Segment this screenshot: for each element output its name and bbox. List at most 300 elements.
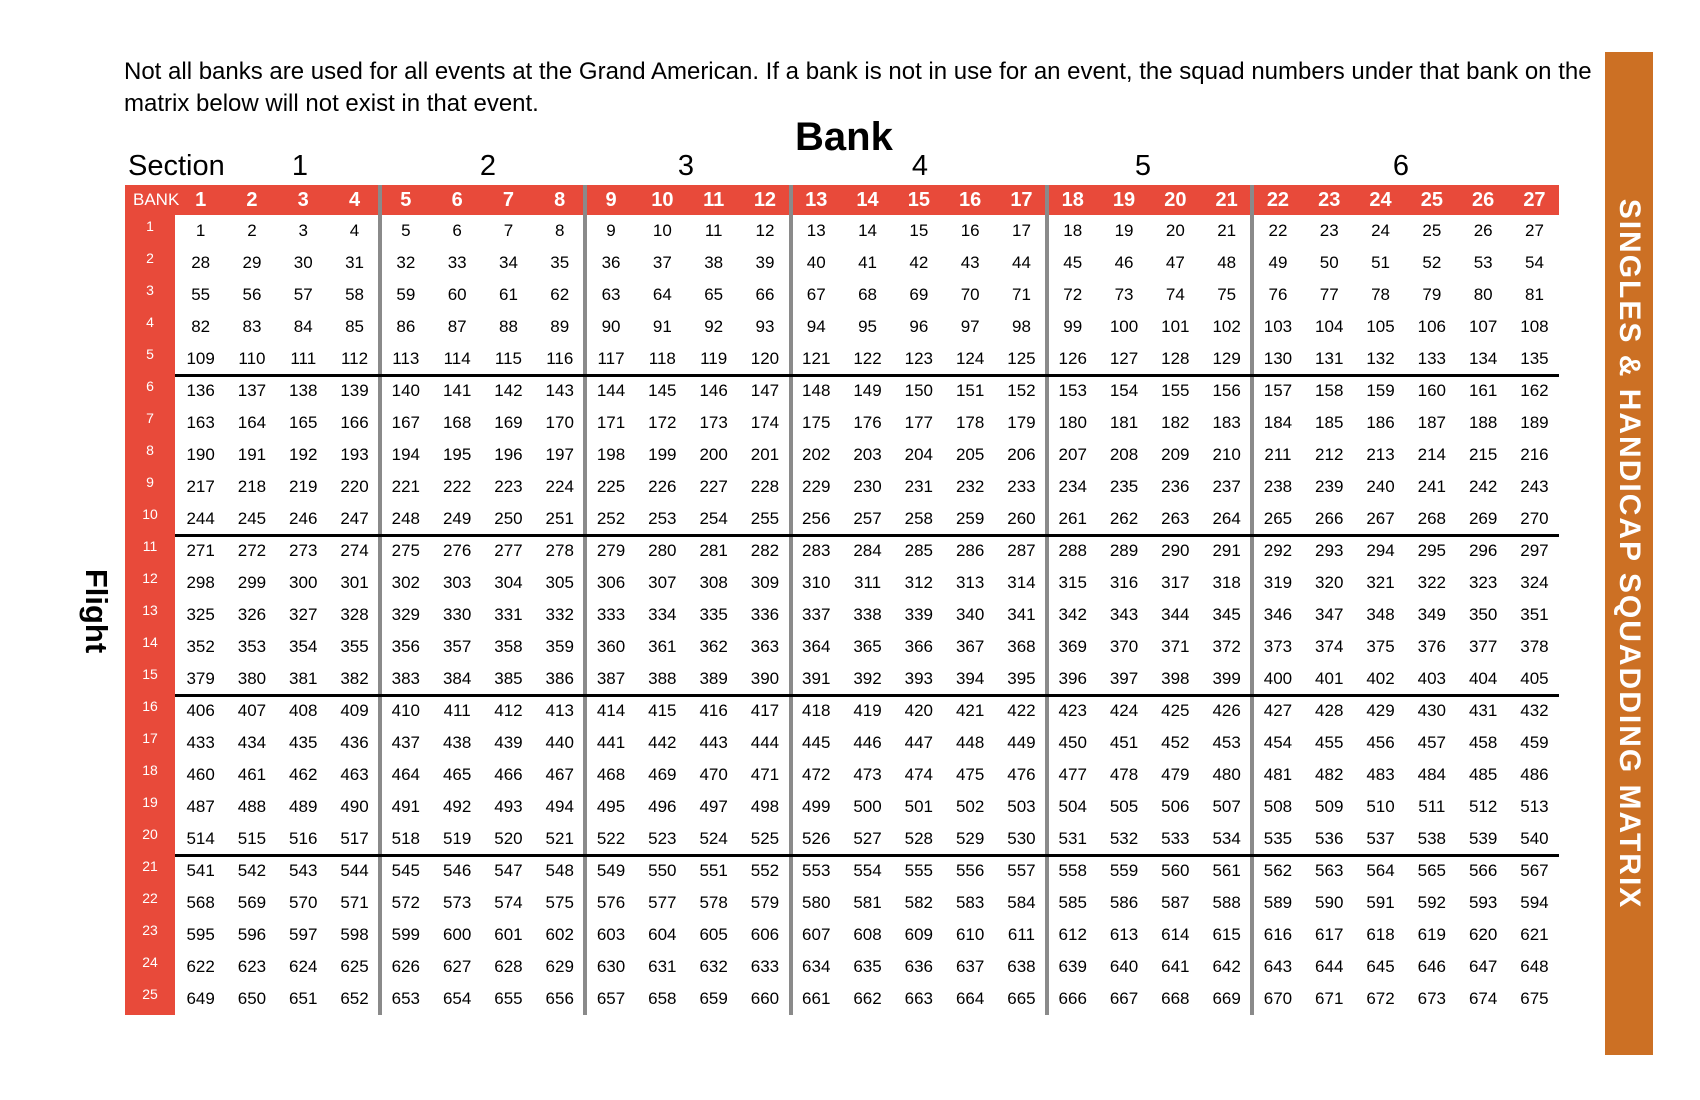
squad-number-cell: 35	[550, 253, 570, 272]
squad-number-cell: 401	[1315, 669, 1344, 688]
squad-number-cell: 202	[802, 445, 831, 464]
squad-number-cell: 160	[1417, 381, 1447, 400]
squad-number-cell: 485	[1468, 765, 1498, 784]
squad-number-cell: 48	[1217, 253, 1237, 272]
squad-number-cell: 261	[1058, 509, 1087, 528]
squad-number-cell: 27	[1524, 221, 1544, 240]
squad-number-cell: 461	[237, 765, 267, 784]
bank-column-header: 23	[1318, 189, 1341, 211]
squad-number-cell: 9	[606, 221, 616, 240]
squad-number-cell: 404	[1468, 669, 1498, 688]
squad-number-cell: 391	[802, 669, 831, 688]
squad-number-cell: 587	[1161, 893, 1190, 912]
squad-number-cell: 196	[494, 445, 523, 464]
squad-number-cell: 179	[1007, 413, 1036, 432]
squad-number-cell: 192	[289, 445, 318, 464]
squad-number-cell: 516	[289, 829, 318, 848]
squad-number-cell: 588	[1212, 893, 1241, 912]
squad-number-cell: 308	[699, 573, 728, 592]
squad-number-cell: 453	[1212, 733, 1241, 752]
squad-number-cell: 568	[186, 893, 215, 912]
squad-number-cell: 34	[498, 253, 518, 272]
squad-number-cell: 469	[648, 765, 677, 784]
squad-number-cell: 418	[802, 701, 831, 720]
squad-number-cell: 337	[802, 605, 831, 624]
squad-number-cell: 78	[1371, 285, 1390, 304]
squad-number-cell: 165	[289, 413, 318, 432]
squad-number-cell: 355	[340, 637, 369, 656]
squad-number-cell: 575	[545, 893, 574, 912]
squad-number-cell: 438	[442, 733, 472, 752]
squad-number-cell: 332	[545, 605, 574, 624]
squad-number-cell: 287	[1007, 541, 1036, 560]
bank-column-header: 3	[297, 189, 309, 211]
squad-number-cell: 536	[1315, 829, 1344, 848]
squad-number-cell: 368	[1007, 637, 1036, 656]
squad-number-cell: 493	[494, 797, 523, 816]
squad-number-cell: 553	[802, 861, 831, 880]
squad-number-cell: 471	[750, 765, 780, 784]
squad-number-cell: 432	[1520, 701, 1549, 720]
squad-number-cell: 415	[648, 701, 677, 720]
squad-number-cell: 494	[545, 797, 574, 816]
squad-number-cell: 2	[247, 221, 257, 240]
squad-number-cell: 489	[289, 797, 318, 816]
squad-number-cell: 188	[1468, 413, 1498, 432]
squad-number-cell: 509	[1315, 797, 1344, 816]
squad-number-cell: 293	[1315, 541, 1344, 560]
squad-number-cell: 443	[699, 733, 728, 752]
squad-number-cell: 228	[750, 477, 780, 496]
squad-number-cell: 181	[1109, 413, 1139, 432]
squad-number-cell: 76	[1268, 285, 1288, 304]
squad-number-cell: 383	[391, 669, 421, 688]
squad-number-cell: 416	[699, 701, 728, 720]
squad-number-cell: 243	[1520, 477, 1549, 496]
squad-number-cell: 426	[1212, 701, 1241, 720]
squad-number-cell: 58	[345, 285, 364, 304]
squad-number-cell: 269	[1468, 509, 1498, 528]
squad-number-cell: 594	[1520, 893, 1549, 912]
squad-number-cell: 348	[1366, 605, 1395, 624]
squad-number-cell: 205	[955, 445, 985, 464]
squad-number-cell: 318	[1212, 573, 1241, 592]
squadding-matrix	[125, 185, 1559, 1015]
squad-number-cell: 359	[545, 637, 574, 656]
bank-column-header: 17	[1010, 189, 1033, 211]
squad-number-cell: 157	[1263, 381, 1293, 400]
squad-number-cell: 596	[237, 925, 267, 944]
squad-number-cell: 620	[1468, 925, 1498, 944]
squad-number-cell: 380	[237, 669, 267, 688]
squad-number-cell: 204	[904, 445, 934, 464]
squad-number-cell: 198	[596, 445, 626, 464]
squad-number-cell: 143	[545, 381, 574, 400]
squad-number-cell: 607	[802, 925, 831, 944]
squad-number-cell: 105	[1366, 317, 1395, 336]
squad-number-cell: 177	[904, 413, 934, 432]
squad-number-cell: 64	[652, 285, 672, 304]
squad-number-cell: 98	[1011, 317, 1031, 336]
squad-number-cell: 85	[345, 317, 364, 336]
squad-number-cell: 320	[1315, 573, 1344, 592]
squad-number-cell: 152	[1007, 381, 1036, 400]
squad-number-cell: 397	[1109, 669, 1139, 688]
flight-row-header: 22	[142, 890, 158, 906]
squad-number-cell: 170	[545, 413, 574, 432]
squad-number-cell: 288	[1058, 541, 1087, 560]
side-title-banner	[1605, 52, 1653, 1055]
squad-number-cell: 437	[391, 733, 421, 752]
squad-number-cell: 134	[1468, 349, 1498, 368]
squad-number-cell: 636	[904, 957, 934, 976]
squad-number-cell: 537	[1366, 829, 1395, 848]
squad-number-cell: 476	[1007, 765, 1036, 784]
squad-number-cell: 638	[1007, 957, 1036, 976]
squad-number-cell: 323	[1468, 573, 1498, 592]
squad-number-cell: 345	[1212, 605, 1241, 624]
squad-number-cell: 661	[802, 989, 831, 1008]
squad-number-cell: 286	[955, 541, 985, 560]
section-separator	[378, 185, 382, 1015]
squad-number-cell: 305	[545, 573, 574, 592]
squad-number-cell: 427	[1263, 701, 1293, 720]
squad-number-cell: 42	[909, 253, 929, 272]
squad-number-cell: 487	[186, 797, 215, 816]
squad-number-cell: 63	[601, 285, 621, 304]
squad-number-cell: 414	[596, 701, 626, 720]
squad-number-cell: 513	[1520, 797, 1549, 816]
squad-number-cell: 462	[289, 765, 318, 784]
squad-number-cell: 673	[1417, 989, 1447, 1008]
bank-column-header: 11	[703, 189, 725, 211]
squad-number-cell: 342	[1058, 605, 1087, 624]
squad-number-cell: 454	[1263, 733, 1293, 752]
bank-column-header: 1	[195, 189, 207, 211]
section-separator	[583, 185, 587, 1015]
squad-number-cell: 328	[340, 605, 369, 624]
squad-number-cell: 640	[1109, 957, 1139, 976]
squad-number-cell: 535	[1263, 829, 1293, 848]
bank-column-header: 4	[348, 189, 361, 211]
squad-number-cell: 173	[699, 413, 728, 432]
squad-number-cell: 102	[1212, 317, 1241, 336]
squad-number-cell: 75	[1217, 285, 1237, 304]
squad-number-cell: 376	[1417, 637, 1447, 656]
squad-number-cell: 159	[1366, 381, 1395, 400]
squad-number-cell: 311	[853, 573, 882, 592]
squad-number-cell: 86	[396, 317, 416, 336]
squad-number-cell: 264	[1212, 509, 1241, 528]
squad-number-cell: 148	[802, 381, 831, 400]
squad-number-cell: 118	[648, 349, 676, 368]
side-title: SINGLES & HANDICAP SQUADDING MATRIX	[1613, 198, 1646, 909]
squad-number-cell: 570	[289, 893, 318, 912]
squad-number-cell: 621	[1520, 925, 1549, 944]
squad-number-cell: 394	[955, 669, 985, 688]
squad-number-cell: 524	[699, 829, 728, 848]
squad-number-cell: 358	[494, 637, 523, 656]
squad-number-cell: 567	[1520, 861, 1549, 880]
squad-number-cell: 268	[1417, 509, 1447, 528]
squad-number-cell: 274	[340, 541, 369, 560]
squad-number-cell: 629	[545, 957, 574, 976]
bank-header-corner: BANK	[133, 190, 180, 209]
squad-number-cell: 500	[853, 797, 882, 816]
flight-row-header: 23	[142, 922, 158, 938]
squad-number-cell: 339	[904, 605, 934, 624]
squad-number-cell: 219	[289, 477, 318, 496]
flight-row-header: 18	[142, 762, 158, 778]
squad-number-cell: 4	[349, 221, 360, 240]
squad-number-cell: 213	[1366, 445, 1395, 464]
squad-number-cell: 633	[750, 957, 780, 976]
squad-number-cell: 325	[186, 605, 215, 624]
squad-number-cell: 156	[1212, 381, 1241, 400]
bank-column-header: 6	[451, 189, 463, 211]
squad-number-cell: 532	[1109, 829, 1139, 848]
squad-number-cell: 585	[1058, 893, 1087, 912]
squad-number-cell: 349	[1417, 605, 1447, 624]
squad-number-cell: 110	[238, 349, 266, 368]
squad-number-cell: 572	[391, 893, 421, 912]
squad-number-cell: 503	[1007, 797, 1036, 816]
flight-row-header: 8	[146, 442, 154, 458]
flight-row-header: 5	[146, 346, 154, 362]
flight-row-header: 6	[146, 378, 154, 394]
bank-column-header: 16	[959, 189, 982, 211]
squad-number-cell: 642	[1212, 957, 1241, 976]
squad-number-cell: 292	[1263, 541, 1293, 560]
squad-number-cell: 512	[1468, 797, 1498, 816]
squad-number-cell: 26	[1473, 221, 1493, 240]
squad-number-cell: 141	[442, 381, 472, 400]
squad-number-cell: 299	[237, 573, 267, 592]
squad-number-cell: 124	[955, 349, 985, 368]
squad-number-cell: 632	[699, 957, 728, 976]
squad-number-cell: 265	[1263, 509, 1293, 528]
squad-number-cell: 281	[699, 541, 728, 560]
squad-number-cell: 660	[750, 989, 780, 1008]
squad-number-cell: 576	[596, 893, 626, 912]
squad-number-cell: 617	[1315, 925, 1344, 944]
squad-number-cell: 216	[1520, 445, 1549, 464]
squad-number-cell: 370	[1109, 637, 1139, 656]
squad-number-cell: 135	[1520, 349, 1549, 368]
squad-number-cell: 574	[494, 893, 523, 912]
flight-row-header: 10	[142, 506, 158, 522]
squad-number-cell: 71	[1011, 285, 1031, 304]
squad-number-cell: 525	[750, 829, 780, 848]
squad-number-cell: 619	[1417, 925, 1447, 944]
squad-number-cell: 584	[1007, 893, 1036, 912]
squad-number-cell: 670	[1263, 989, 1293, 1008]
squad-number-cell: 675	[1520, 989, 1549, 1008]
squad-number-cell: 556	[955, 861, 985, 880]
intro-text: Not all banks are used for all events at the Grand American. If a bank is not in use for an event, the squad numbers under that bank on the matrix below will not exist in that event.	[124, 58, 1592, 117]
squad-number-cell: 387	[596, 669, 626, 688]
squad-number-cell: 420	[904, 701, 934, 720]
squad-number-cell: 229	[802, 477, 831, 496]
squad-number-cell: 409	[340, 701, 369, 720]
squad-number-cell: 251	[545, 509, 574, 528]
squad-number-cell: 511	[1418, 797, 1446, 816]
flight-row-header: 13	[142, 602, 158, 618]
bank-column-header: 2	[246, 189, 258, 211]
squad-number-cell: 80	[1473, 285, 1493, 304]
squad-number-cell: 70	[960, 285, 980, 304]
bank-column-header: 15	[907, 189, 930, 211]
squad-number-cell: 200	[699, 445, 728, 464]
squad-number-cell: 356	[391, 637, 421, 656]
bank-heading: Bank	[795, 115, 893, 159]
squad-number-cell: 329	[391, 605, 421, 624]
squad-number-cell: 14	[858, 221, 877, 240]
squad-number-cell: 423	[1058, 701, 1087, 720]
squad-number-cell: 302	[391, 573, 421, 592]
squad-number-cell: 650	[237, 989, 267, 1008]
squad-number-cell: 172	[648, 413, 677, 432]
squad-number-cell: 238	[1263, 477, 1293, 496]
squad-number-cell: 520	[494, 829, 523, 848]
squad-number-cell: 458	[1468, 733, 1498, 752]
squad-number-cell: 400	[1263, 669, 1293, 688]
squad-number-cell: 130	[1263, 349, 1293, 368]
bank-column-header: 9	[605, 189, 617, 211]
squad-number-cell: 615	[1212, 925, 1241, 944]
squad-number-cell: 43	[960, 253, 980, 272]
squad-number-cell: 436	[340, 733, 369, 752]
squad-number-cell: 225	[596, 477, 626, 496]
squad-number-cell: 514	[186, 829, 215, 848]
squad-number-cell: 552	[750, 861, 780, 880]
flight-row-header: 12	[142, 570, 158, 586]
squad-number-cell: 377	[1468, 637, 1498, 656]
flight-row-header: 25	[142, 986, 158, 1002]
squad-number-cell: 239	[1315, 477, 1344, 496]
squad-number-cell: 294	[1366, 541, 1395, 560]
squad-number-cell: 162	[1520, 381, 1549, 400]
squad-number-cell: 129	[1212, 349, 1241, 368]
flight-group-separator	[175, 854, 1559, 857]
squad-number-cell: 354	[289, 637, 318, 656]
squad-number-cell: 240	[1366, 477, 1395, 496]
squad-number-cell: 569	[237, 893, 267, 912]
squad-number-cell: 190	[186, 445, 215, 464]
squad-number-cell: 278	[545, 541, 574, 560]
flight-row-header: 17	[142, 730, 158, 746]
flight-row-header: 20	[142, 826, 158, 842]
squad-number-cell: 327	[289, 605, 318, 624]
squad-number-cell: 191	[237, 445, 267, 464]
squad-number-cell: 430	[1417, 701, 1447, 720]
squad-number-cell: 158	[1315, 381, 1344, 400]
squad-number-cell: 382	[340, 669, 369, 688]
bank-column-header: 8	[554, 189, 566, 211]
squad-number-cell: 282	[750, 541, 780, 560]
squad-number-cell: 88	[498, 317, 518, 336]
bank-column-header: 5	[400, 189, 412, 211]
squad-number-cell: 428	[1315, 701, 1344, 720]
squad-number-cell: 195	[442, 445, 472, 464]
squad-number-cell: 260	[1007, 509, 1036, 528]
squad-number-cell: 613	[1109, 925, 1139, 944]
squad-number-cell: 341	[1007, 605, 1036, 624]
squad-number-cell: 222	[442, 477, 472, 496]
squad-number-cell: 631	[648, 957, 677, 976]
squad-number-cell: 56	[242, 285, 262, 304]
squad-number-cell: 671	[1315, 989, 1344, 1008]
squad-number-cell: 473	[853, 765, 882, 784]
squad-number-cell: 11	[704, 221, 723, 240]
squad-number-cell: 351	[1520, 605, 1549, 624]
squad-number-cell: 635	[853, 957, 882, 976]
squad-number-cell: 51	[1371, 253, 1390, 272]
squad-number-cell: 451	[1109, 733, 1139, 752]
squad-number-cell: 363	[750, 637, 780, 656]
squad-number-cell: 249	[442, 509, 472, 528]
squad-number-cell: 360	[596, 637, 626, 656]
squad-number-cell: 258	[904, 509, 934, 528]
squad-number-cell: 104	[1315, 317, 1344, 336]
squad-number-cell: 538	[1417, 829, 1447, 848]
squad-number-cell: 573	[442, 893, 472, 912]
squad-number-cell: 84	[293, 317, 313, 336]
squad-number-cell: 647	[1468, 957, 1498, 976]
squad-number-cell: 201	[750, 445, 780, 464]
squad-number-cell: 627	[442, 957, 472, 976]
squad-number-cell: 665	[1007, 989, 1036, 1008]
squad-number-cell: 645	[1366, 957, 1395, 976]
squad-number-cell: 521	[545, 829, 574, 848]
squad-number-cell: 626	[391, 957, 421, 976]
squad-number-cell: 658	[648, 989, 677, 1008]
squad-number-cell: 144	[596, 381, 626, 400]
squad-number-cell: 667	[1109, 989, 1139, 1008]
squad-number-cell: 94	[806, 317, 826, 336]
squad-number-cell: 248	[391, 509, 421, 528]
section-separator	[789, 185, 793, 1015]
squad-number-cell: 295	[1417, 541, 1447, 560]
squad-number-cell: 24	[1371, 221, 1390, 240]
squad-number-cell: 301	[340, 573, 369, 592]
squad-number-cell: 478	[1109, 765, 1139, 784]
squad-number-cell: 515	[237, 829, 267, 848]
squad-number-cell: 644	[1315, 957, 1344, 976]
squad-number-cell: 608	[853, 925, 882, 944]
squad-number-cell: 252	[596, 509, 626, 528]
squad-number-cell: 440	[545, 733, 574, 752]
squad-number-cell: 510	[1366, 797, 1395, 816]
squad-number-cell: 551	[699, 861, 728, 880]
squad-number-cell: 171	[596, 413, 626, 432]
squad-number-cell: 315	[1058, 573, 1087, 592]
squad-number-cell: 109	[186, 349, 215, 368]
squad-number-cell: 117	[597, 349, 625, 368]
squad-number-cell: 241	[1417, 477, 1447, 496]
squad-number-cell: 72	[1063, 285, 1083, 304]
squad-number-cell: 465	[442, 765, 472, 784]
squad-number-cell: 664	[955, 989, 985, 1008]
squad-number-cell: 338	[853, 605, 882, 624]
squad-number-cell: 194	[391, 445, 421, 464]
squad-number-cell: 136	[186, 381, 215, 400]
squad-number-cell: 89	[550, 317, 570, 336]
squad-number-cell: 591	[1366, 893, 1395, 912]
squad-number-cell: 386	[545, 669, 574, 688]
squad-number-cell: 180	[1058, 413, 1087, 432]
squad-number-cell: 257	[853, 509, 882, 528]
